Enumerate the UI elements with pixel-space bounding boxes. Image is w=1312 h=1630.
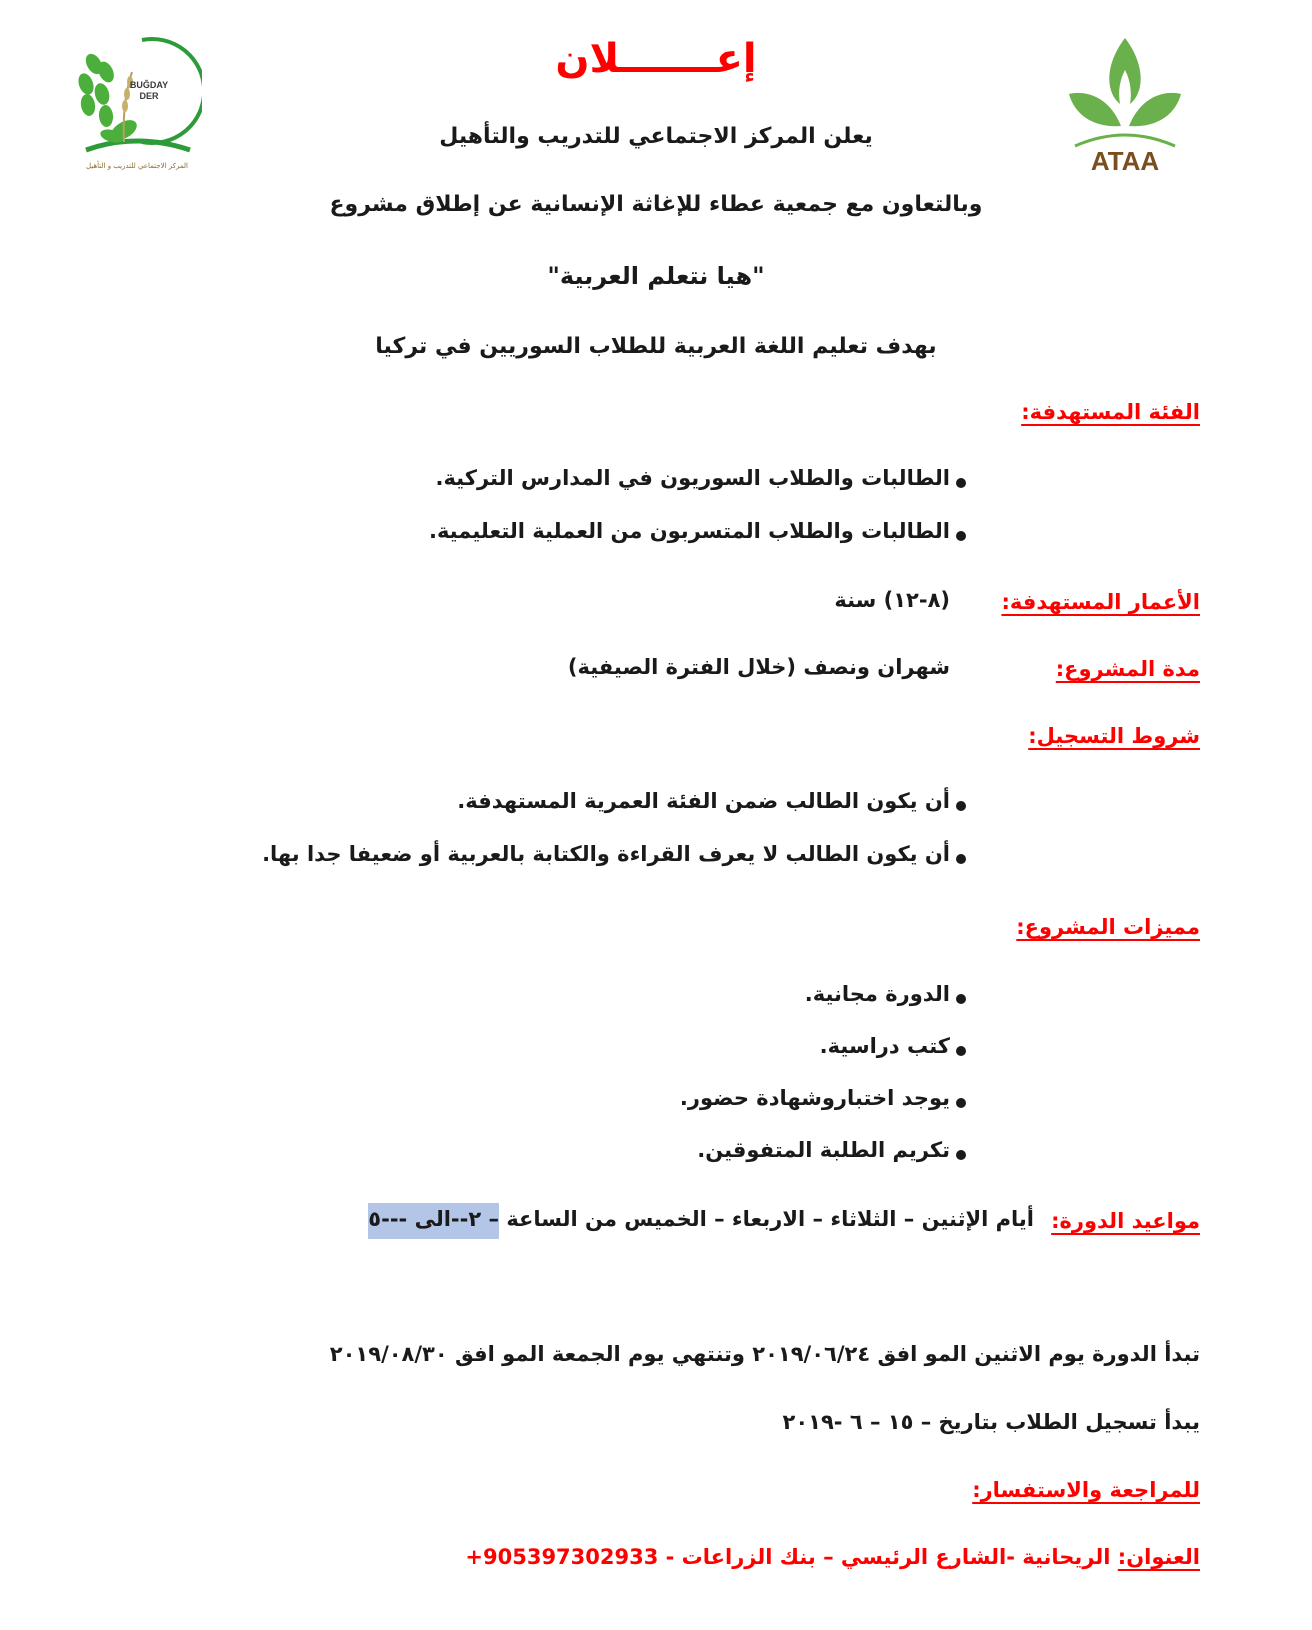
heading-schedule: مواعيد الدورة: xyxy=(1051,1209,1200,1233)
intro-line-2: وبالتعاون مع جمعية عطاء للإغاثة الإنسانية عن إطلاق مشروع xyxy=(329,192,983,217)
svg-text:DER: DER xyxy=(139,91,159,101)
intro-line-1: يعلن المركز الاجتماعي للتدريب والتأهيل xyxy=(439,124,873,149)
heading-contact: للمراجعة والاستفسار: xyxy=(972,1478,1200,1502)
project-goal: بهدف تعليم اللغة العربية للطلاب السوريين في تركيا xyxy=(375,334,937,359)
schedule-hours-highlighted[interactable]: – ٢--الى ---٥ xyxy=(368,1203,499,1239)
bullet-icon xyxy=(956,801,966,811)
feature-item-1: الدورة مجانية. xyxy=(804,982,950,1006)
schedule-days: أيام الإثنين – الثلاثاء – الاربعاء – الخميس من الساعة xyxy=(506,1207,1034,1231)
bullet-icon xyxy=(956,994,966,1004)
heading-features: مميزات المشروع: xyxy=(1016,915,1200,939)
condition-item-2: أن يكون الطالب لا يعرف القراءة والكتابة بالعربية أو ضعيفا جدا بها. xyxy=(262,842,950,866)
schedule-row xyxy=(368,1207,1034,1231)
target-ages-value: (٨-١٢) سنة xyxy=(834,588,950,612)
feature-item-4: تكريم الطلبة المتفوقين. xyxy=(697,1138,950,1162)
target-group-item-1: الطالبات والطلاب السوريون في المدارس التركية. xyxy=(435,466,950,490)
svg-text:المركز الاجتماعي للتدريب و الت: المركز الاجتماعي للتدريب و التأهيل xyxy=(86,162,188,170)
page-title: إعـــــــلان xyxy=(555,36,757,82)
heading-duration: مدة المشروع: xyxy=(1055,657,1200,681)
condition-item-1: أن يكون الطالب ضمن الفئة العمرية المستهدفة. xyxy=(457,789,950,813)
bullet-icon xyxy=(956,1150,966,1160)
heading-registration-conditions: شروط التسجيل: xyxy=(1028,724,1200,748)
address-row xyxy=(465,1545,1200,1569)
bullet-icon xyxy=(956,531,966,541)
bullet-icon xyxy=(956,1046,966,1056)
heading-target-ages: الأعمار المستهدفة: xyxy=(1001,590,1200,614)
svg-text:ATAA: ATAA xyxy=(1090,146,1160,176)
registration-start: يبدأ تسجيل الطلاب بتاريخ – ١٥ – ٦ -٢٠١٩ xyxy=(782,1410,1200,1434)
svg-text:BUĞDAY: BUĞDAY xyxy=(129,80,169,90)
target-group-item-2: الطالبات والطلاب المتسربون من العملية التعليمية. xyxy=(428,519,950,543)
heading-target-group: الفئة المستهدفة: xyxy=(1021,400,1200,424)
bullet-icon xyxy=(956,854,966,864)
feature-item-2: كتب دراسية. xyxy=(819,1034,950,1058)
course-dates: تبدأ الدورة يوم الاثنين المو افق ٢٠١٩/٠٦/٢٤ وتنتهي يوم الجمعة المو افق ٢٠١٩/٠٨/٣٠ xyxy=(329,1342,1200,1366)
bullet-icon xyxy=(956,478,966,488)
project-name: "هيا نتعلم العربية" xyxy=(547,262,765,290)
address-label: العنوان: xyxy=(1117,1545,1200,1569)
address-value: الريحانية -الشارع الرئيسي – بنك الزراعات - 905397302933+ xyxy=(465,1545,1111,1569)
bullet-icon xyxy=(956,1098,966,1108)
duration-value: شهران ونصف (خلال الفترة الصيفية) xyxy=(567,655,950,679)
feature-item-3: يوجد اختباروشهادة حضور. xyxy=(679,1086,950,1110)
